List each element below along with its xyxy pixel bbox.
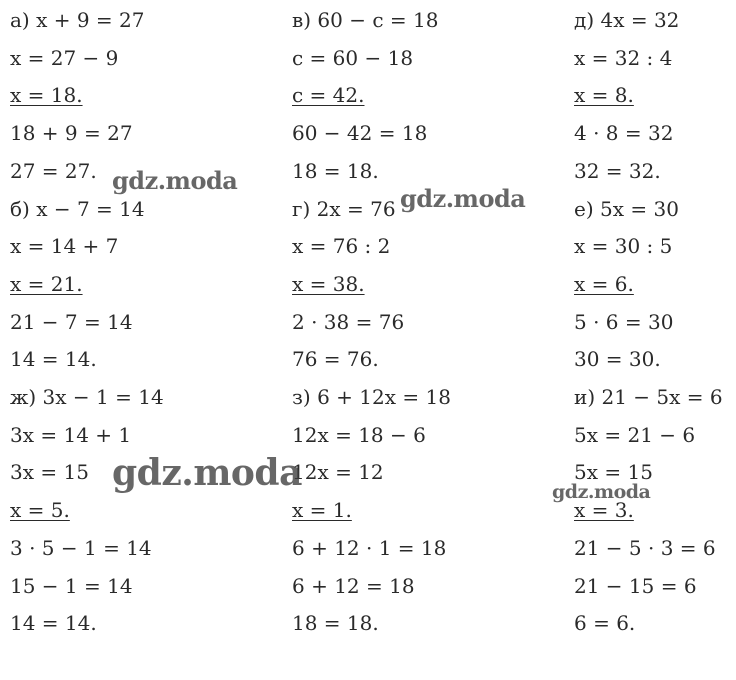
equation-line: 18 = 18.	[292, 611, 379, 636]
equation-line: з) 6 + 12x = 18	[292, 385, 451, 409]
equation-line: 21 − 15 = 6	[574, 573, 697, 598]
answer-line: x = 21.	[10, 271, 83, 296]
answer-line: c = 42.	[292, 83, 365, 108]
equation-line: 3x = 15	[10, 460, 89, 485]
equation-line: 5x = 15	[574, 460, 653, 485]
equation-line: x = 76 : 2	[292, 234, 391, 259]
equation-line: д) 4x = 32	[574, 8, 680, 32]
equation-line: c = 60 − 18	[292, 45, 414, 70]
answer-line: x = 38.	[292, 271, 365, 296]
equation-line: 3x = 14 + 1	[10, 422, 132, 447]
equation-line: 12x = 12	[292, 460, 384, 485]
equation-line: 21 − 7 = 14	[10, 309, 133, 334]
equation-line: ж) 3x − 1 = 14	[10, 385, 164, 409]
equation-line: x = 27 − 9	[10, 45, 119, 70]
equation-line: 27 = 27.	[10, 158, 97, 183]
equation-line: б) x − 7 = 14	[10, 196, 145, 221]
watermark: gdz.moda	[112, 452, 302, 494]
equation-line: 5 · 6 = 30	[574, 309, 674, 334]
equation-line: а) x + 9 = 27	[10, 8, 145, 32]
answer-line: x = 18.	[10, 83, 83, 108]
equation-line: е) 5x = 30	[574, 196, 679, 221]
equation-line: 6 + 12 · 1 = 18	[292, 535, 447, 560]
watermark: gdz.moda	[552, 481, 651, 503]
equation-line: x = 32 : 4	[574, 45, 673, 70]
answer-line: x = 8.	[574, 83, 634, 108]
equation-line: 60 − 42 = 18	[292, 121, 428, 146]
equation-line: 14 = 14.	[10, 611, 97, 636]
watermark: gdz.moda	[112, 166, 238, 195]
equation-line: г) 2x = 76	[292, 196, 396, 221]
equation-line: 76 = 76.	[292, 347, 379, 372]
equation-line: 6 + 12 = 18	[292, 573, 415, 598]
equation-line: x = 30 : 5	[574, 234, 673, 259]
equation-line: в) 60 − c = 18	[292, 8, 439, 32]
answer-line: x = 5.	[10, 498, 70, 523]
equation-line: 32 = 32.	[574, 158, 661, 183]
equation-line: 6 = 6.	[574, 611, 636, 636]
answer-line: x = 1.	[292, 498, 352, 523]
answer-line: x = 6.	[574, 271, 634, 296]
equation-line: 5x = 21 − 6	[574, 422, 696, 447]
watermark: gdz.moda	[400, 184, 526, 213]
equation-line: 18 = 18.	[292, 158, 379, 183]
equation-line: 30 = 30.	[574, 347, 661, 372]
equation-line: 18 + 9 = 27	[10, 121, 133, 146]
equation-line: 21 − 5 · 3 = 6	[574, 535, 716, 560]
equation-line: 12x = 18 − 6	[292, 422, 426, 447]
equation-line: и) 21 − 5x = 6	[574, 385, 723, 409]
equation-line: 15 − 1 = 14	[10, 573, 133, 598]
equation-line: 14 = 14.	[10, 347, 97, 372]
equation-line: x = 14 + 7	[10, 234, 119, 259]
equation-line: 3 · 5 − 1 = 14	[10, 535, 152, 560]
answer-line: x = 3.	[574, 498, 634, 523]
equation-line: 4 · 8 = 32	[574, 121, 674, 146]
equation-line: 2 · 38 = 76	[292, 309, 405, 334]
